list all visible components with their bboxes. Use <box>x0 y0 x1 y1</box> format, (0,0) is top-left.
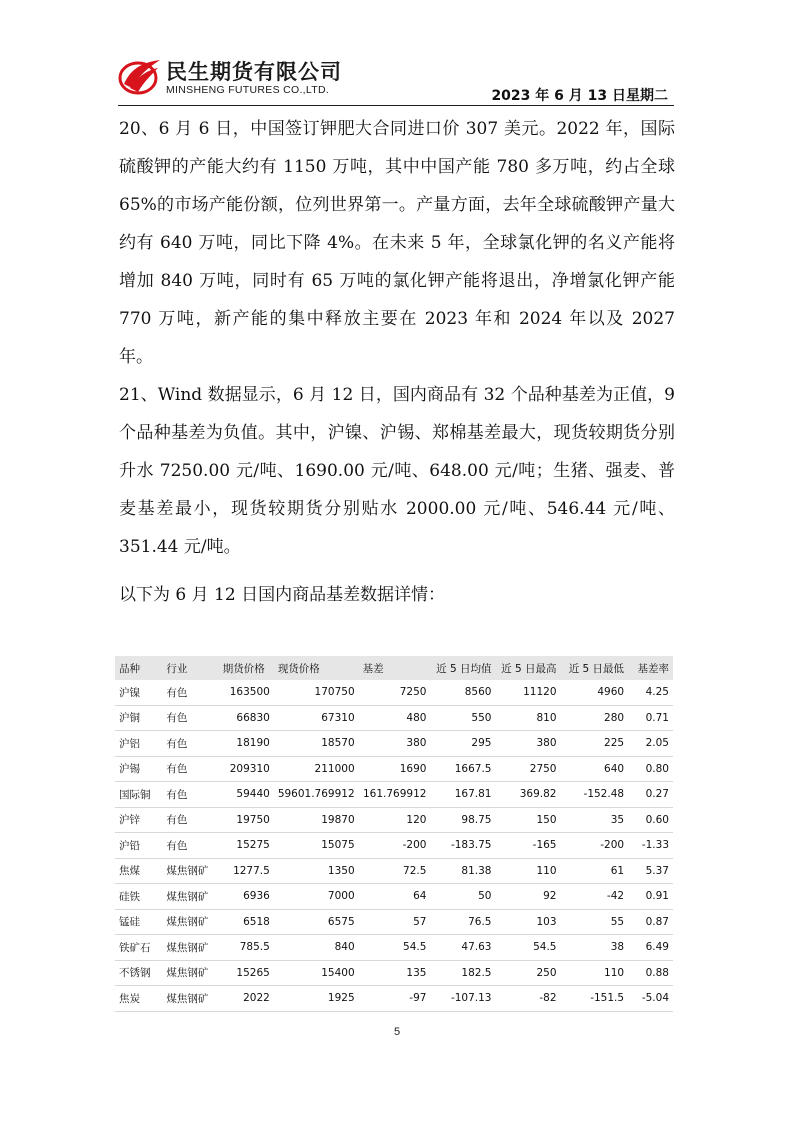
table-cell: 0.60 <box>628 807 673 833</box>
table-cell: 15075 <box>274 833 359 859</box>
table-row <box>115 680 673 705</box>
table-cell: 57 <box>359 909 431 935</box>
column-header: 行业 <box>162 656 218 680</box>
table-cell: 209310 <box>219 756 274 782</box>
table-cell: 15265 <box>219 960 274 986</box>
column-header: 近 5 日均值 <box>430 656 495 680</box>
table-cell: 4.25 <box>628 680 673 705</box>
table-cell: -151.5 <box>561 986 629 1012</box>
table-cell: 2022 <box>219 986 274 1012</box>
table-cell: 54.5 <box>495 935 560 961</box>
table-intro: 以下为 6 月 12 日国内商品基差数据详情： <box>119 585 446 605</box>
table-cell: 沪铝 <box>115 731 162 757</box>
table-cell: 焦煤 <box>115 858 162 884</box>
table-cell: 有色 <box>162 731 218 757</box>
table-cell: 1667.5 <box>430 756 495 782</box>
table-cell: 225 <box>561 731 629 757</box>
table-cell: 煤焦钢矿 <box>162 986 218 1012</box>
table-cell: 19750 <box>219 807 274 833</box>
table-cell: 硅铁 <box>115 884 162 910</box>
table-cell: 沪镍 <box>115 680 162 705</box>
table-cell: 110 <box>561 960 629 986</box>
table-cell: 有色 <box>162 833 218 859</box>
table-cell: 国际铜 <box>115 782 162 808</box>
table-cell: 锰硅 <box>115 909 162 935</box>
table-row <box>115 807 673 833</box>
table-cell: 59601.769912 <box>274 782 359 808</box>
table-cell: 15400 <box>274 960 359 986</box>
table-row <box>115 756 673 782</box>
table-cell: 有色 <box>162 680 218 705</box>
table-cell: 7000 <box>274 884 359 910</box>
table-cell: 1690 <box>359 756 431 782</box>
table-row <box>115 884 673 910</box>
table-cell: 380 <box>359 731 431 757</box>
table-cell: 有色 <box>162 782 218 808</box>
table-cell: 182.5 <box>430 960 495 986</box>
table-cell: 54.5 <box>359 935 431 961</box>
table-cell: -42 <box>561 884 629 910</box>
table-row <box>115 935 673 961</box>
table-cell: 15275 <box>219 833 274 859</box>
table-cell: 沪铅 <box>115 833 162 859</box>
table-cell: 6575 <box>274 909 359 935</box>
table-cell: -183.75 <box>430 833 495 859</box>
table-cell: 有色 <box>162 705 218 731</box>
company-name-en: MINSHENG FUTURES CO.,LTD. <box>166 84 330 96</box>
table-cell: 64 <box>359 884 431 910</box>
table-cell: 120 <box>359 807 431 833</box>
table-cell: 167.81 <box>430 782 495 808</box>
table-cell: 810 <box>495 705 560 731</box>
table-cell: 0.71 <box>628 705 673 731</box>
table-cell: -152.48 <box>561 782 629 808</box>
table-cell: 840 <box>274 935 359 961</box>
table-cell: 0.80 <box>628 756 673 782</box>
column-header: 期货价格 <box>219 656 274 680</box>
table-cell: 640 <box>561 756 629 782</box>
table-body <box>115 680 673 1011</box>
column-header: 现货价格 <box>274 656 359 680</box>
table-cell: 0.27 <box>628 782 673 808</box>
table-cell: 不锈钢 <box>115 960 162 986</box>
table-cell: 785.5 <box>219 935 274 961</box>
table-row <box>115 960 673 986</box>
column-header: 基差率 <box>628 656 673 680</box>
table-cell: 0.87 <box>628 909 673 935</box>
table-cell: 550 <box>430 705 495 731</box>
table-cell: 沪锌 <box>115 807 162 833</box>
table-cell: 295 <box>430 731 495 757</box>
table-cell: 66830 <box>219 705 274 731</box>
column-header: 基差 <box>359 656 431 680</box>
company-name-cn: 民生期货有限公司 <box>166 60 342 84</box>
table-cell: -5.04 <box>628 986 673 1012</box>
table-row <box>115 858 673 884</box>
column-header: 近 5 日最高 <box>495 656 560 680</box>
table-cell: 38 <box>561 935 629 961</box>
table-cell: 1350 <box>274 858 359 884</box>
table-cell: 150 <box>495 807 560 833</box>
page-number: 5 <box>393 1026 401 1038</box>
table-cell: 161.769912 <box>359 782 431 808</box>
table-row <box>115 705 673 731</box>
news-paragraph-21: 21、Wind 数据显示，6 月 12 日，国内商品有 32 个品种基差为正值，9 个品种基差为负值。其中，沪镍、沪锡、郑棉基差最大，现货较期货分别升水 7250.00 元/吨、1690.00 元/吨、648.00 元/吨；生猪、强麦、普麦基差最小，现货较期货分别贴水 2000.00 元/吨、546.44 元/吨、351.44 元/吨。 <box>119 385 675 557</box>
main-content <box>119 110 675 614</box>
table-cell: -97 <box>359 986 431 1012</box>
table-cell: -165 <box>495 833 560 859</box>
column-header: 品种 <box>115 656 162 680</box>
table-row <box>115 731 673 757</box>
basis-data-table <box>115 656 673 1012</box>
table-cell: 61 <box>561 858 629 884</box>
table-cell: 211000 <box>274 756 359 782</box>
table-cell: 163500 <box>219 680 274 705</box>
table-cell: 103 <box>495 909 560 935</box>
table-cell: 8560 <box>430 680 495 705</box>
table-cell: 1277.5 <box>219 858 274 884</box>
table-cell: 沪锡 <box>115 756 162 782</box>
table-cell: 0.91 <box>628 884 673 910</box>
table-cell: 2.05 <box>628 731 673 757</box>
table-header-row <box>115 656 673 680</box>
table-cell: 55 <box>561 909 629 935</box>
table-cell: 135 <box>359 960 431 986</box>
table-cell: 19870 <box>274 807 359 833</box>
table-cell: 18570 <box>274 731 359 757</box>
table-cell: 170750 <box>274 680 359 705</box>
table-cell: 76.5 <box>430 909 495 935</box>
table-cell: 35 <box>561 807 629 833</box>
table-cell: 煤焦钢矿 <box>162 909 218 935</box>
company-logo <box>118 54 378 102</box>
table-cell: 铁矿石 <box>115 935 162 961</box>
header-divider <box>118 105 674 106</box>
table-cell: 煤焦钢矿 <box>162 935 218 961</box>
table-cell: 有色 <box>162 807 218 833</box>
table-cell: -107.13 <box>430 986 495 1012</box>
table-row <box>115 909 673 935</box>
table-cell: 369.82 <box>495 782 560 808</box>
table-cell: 110 <box>495 858 560 884</box>
table-cell: 11120 <box>495 680 560 705</box>
table-cell: -200 <box>359 833 431 859</box>
table-cell: 6518 <box>219 909 274 935</box>
table-row <box>115 782 673 808</box>
table-cell: 煤焦钢矿 <box>162 960 218 986</box>
table-row <box>115 986 673 1012</box>
table-cell: 沪铜 <box>115 705 162 731</box>
table-cell: 0.88 <box>628 960 673 986</box>
news-paragraph-20: 20、6 月 6 日，中国签订钾肥大合同进口价 307 美元。2022 年，国际硫酸钾的产能大约有 1150 万吨，其中中国产能 780 多万吨，约占全球 65%的市场产能份额，位列世界第一。产量方面，去年全球硫酸钾产量大约有 640 万吨，同比下降 4%。在未来 5 年，全球氯化钾的名义产能将增加 840 万吨，同时有 65 万吨的氯化钾产能将退出，净增氯化钾产能 770 万吨，新产能的集中释放主要在 2023 年和 2024 年以及 2027 年。 <box>119 119 675 367</box>
table-cell: 250 <box>495 960 560 986</box>
table-cell: 2750 <box>495 756 560 782</box>
table-cell: 有色 <box>162 756 218 782</box>
page-header <box>118 54 674 106</box>
table-cell: 5.37 <box>628 858 673 884</box>
table-cell: 380 <box>495 731 560 757</box>
report-date: 2023 年 6 月 13 日星期二 <box>491 88 668 104</box>
table-cell: 煤焦钢矿 <box>162 884 218 910</box>
table-cell: 1925 <box>274 986 359 1012</box>
table-cell: 6.49 <box>628 935 673 961</box>
table-cell: 59440 <box>219 782 274 808</box>
table-cell: 4960 <box>561 680 629 705</box>
table-cell: 81.38 <box>430 858 495 884</box>
minsheng-logo-icon <box>118 54 162 98</box>
table-cell: 6936 <box>219 884 274 910</box>
table-cell: 72.5 <box>359 858 431 884</box>
table-cell: 7250 <box>359 680 431 705</box>
table-cell: 92 <box>495 884 560 910</box>
table-cell: 67310 <box>274 705 359 731</box>
table-cell: 50 <box>430 884 495 910</box>
column-header: 近 5 日最低 <box>561 656 629 680</box>
table-cell: 47.63 <box>430 935 495 961</box>
table-cell: 98.75 <box>430 807 495 833</box>
table-cell: 18190 <box>219 731 274 757</box>
table-cell: -1.33 <box>628 833 673 859</box>
table-cell: 480 <box>359 705 431 731</box>
table-cell: -200 <box>561 833 629 859</box>
table-row <box>115 833 673 859</box>
table-cell: -82 <box>495 986 560 1012</box>
table-cell: 280 <box>561 705 629 731</box>
table-cell: 焦炭 <box>115 986 162 1012</box>
table-cell: 煤焦钢矿 <box>162 858 218 884</box>
